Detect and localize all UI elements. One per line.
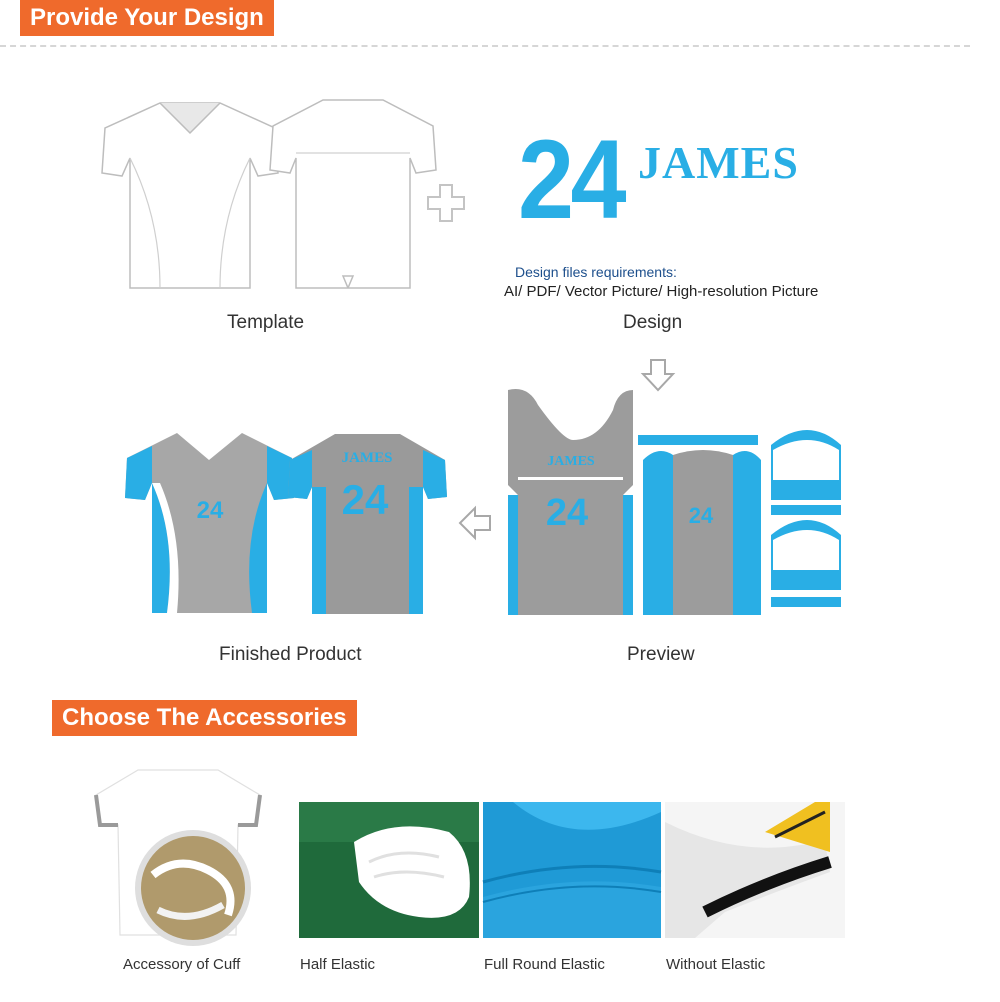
design-name: JAMES: [638, 137, 799, 188]
preview-pattern: [503, 385, 848, 620]
accessory-full-round-elastic-image[interactable]: [483, 802, 661, 938]
provide-design-banner: Provide Your Design: [20, 0, 274, 36]
arrow-left-icon: [458, 506, 492, 540]
design-requirements-body: AI/ PDF/ Vector Picture/ High-resolution Picture: [504, 283, 819, 300]
accessory-without-elastic-image[interactable]: [665, 802, 845, 938]
design-number: 24: [518, 117, 623, 242]
accessory-half-elastic-label: Half Elastic: [300, 956, 376, 973]
accessory-full-round-elastic-label: Full Round Elastic: [484, 956, 605, 973]
finished-back-number: 24: [341, 476, 389, 523]
finished-product-label: Finished Product: [219, 644, 362, 665]
accessory-cuff-label: Accessory of Cuff: [123, 956, 241, 973]
section-divider: [0, 45, 970, 47]
preview-back-number: 24: [688, 503, 714, 528]
accessory-half-elastic-image[interactable]: [299, 802, 479, 938]
finished-front-number: 24: [196, 497, 224, 524]
template-jersey-back: [268, 98, 438, 293]
finished-jersey-front: [122, 428, 297, 616]
accessory-without-elastic-label: Without Elastic: [666, 956, 766, 973]
preview-front-name: JAMES: [547, 454, 595, 469]
finished-jersey-back: [285, 432, 450, 617]
design-label: Design: [623, 312, 683, 333]
preview-label: Preview: [627, 644, 695, 665]
accessories-banner: Choose The Accessories: [52, 700, 357, 736]
design-requirements-title: Design files requirements:: [515, 264, 677, 280]
preview-front-number: 24: [545, 492, 589, 534]
finished-back-name: JAMES: [341, 450, 393, 466]
accessory-cuff-image[interactable]: [88, 765, 268, 945]
template-jersey-front: [100, 98, 280, 293]
template-label: Template: [227, 312, 305, 333]
plus-icon: [426, 183, 466, 223]
